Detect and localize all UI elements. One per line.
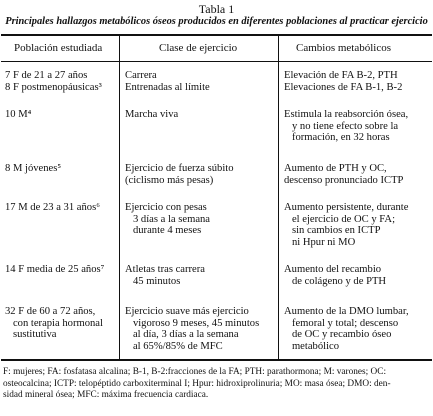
exercise-cell: Ejercicio suave más ejercicio vigoroso 9 meses, 45 minutos al día, 3 días a la semana al 65%/85% de MFC (125, 306, 260, 352)
population-cell: 17 M de 23 a 31 años⁶ (5, 202, 100, 213)
changes-cell: Aumento de la DMO lumbar, femoral y total; descenso de OC y recambio óseo metabólico (284, 306, 409, 352)
population-cell: 8 M jóvenes⁵ (5, 163, 62, 174)
bottom-rule (1, 359, 432, 361)
population-cell: 14 F media de 25 años⁷ (5, 264, 105, 275)
changes-cell: Aumento de PTH y OC, descenso pronunciado ICTP (284, 163, 404, 186)
header-population: Población estudiada (14, 42, 103, 54)
changes-cell: Estimula la reabsorción ósea, y no tiene efecto sobre la formación, en 32 horas (284, 109, 409, 143)
table-label: Tabla 1 (198, 2, 235, 16)
population-cell: 32 F de 60 a 72 años, con terapia hormonal sustitutiva (5, 306, 103, 340)
table-caption: Principales hallazgos metabólicos óseos producidos en diferentes poblaciones al practicar ejercicio (5, 16, 428, 27)
header-exercise: Clase de ejercicio (159, 42, 238, 54)
header-rule (1, 61, 432, 62)
exercise-cell: Marcha viva (125, 109, 179, 120)
column-divider-1 (119, 35, 120, 359)
changes-cell: Elevación de FA B-2, PTH Elevaciones de FA B-1, B-2 (284, 70, 403, 93)
exercise-cell: Ejercicio de fuerza súbito (ciclismo más pesas) (125, 163, 234, 186)
changes-cell: Aumento del recambio de colágeno y de PTH (284, 264, 387, 287)
population-cell: 7 F de 21 a 27 años 8 F postmenopáusicas³ (5, 70, 102, 93)
population-cell: 10 M⁴ (5, 109, 32, 120)
table-footnote: F: mujeres; FA: fosfatasa alcalina; B-1, B-2:fracciones de la FA; PTH: parathormona; M: varones; OC: osteocalcina; ICTP: telopéptido carboxiterminal I; Hpur: hidroxiprolinuria; MO: masa ósea; DMO: den- sidad mineral ósea; MFC: máxima frecuencia cardiaca. (3, 367, 391, 401)
header-changes: Cambios metabólicos (296, 42, 392, 54)
exercise-cell: Ejercicio con pesas 3 días a la semana durante 4 meses (125, 202, 211, 236)
exercise-cell: Carrera Entrenadas al límite (125, 70, 210, 93)
changes-cell: Aumento persistente, durante el ejercicio de OC y FA; sin cambios en ICTP ni Hpur ni MO (284, 202, 409, 248)
exercise-cell: Atletas tras carrera 45 minutos (125, 264, 205, 287)
column-divider-2 (278, 35, 279, 359)
